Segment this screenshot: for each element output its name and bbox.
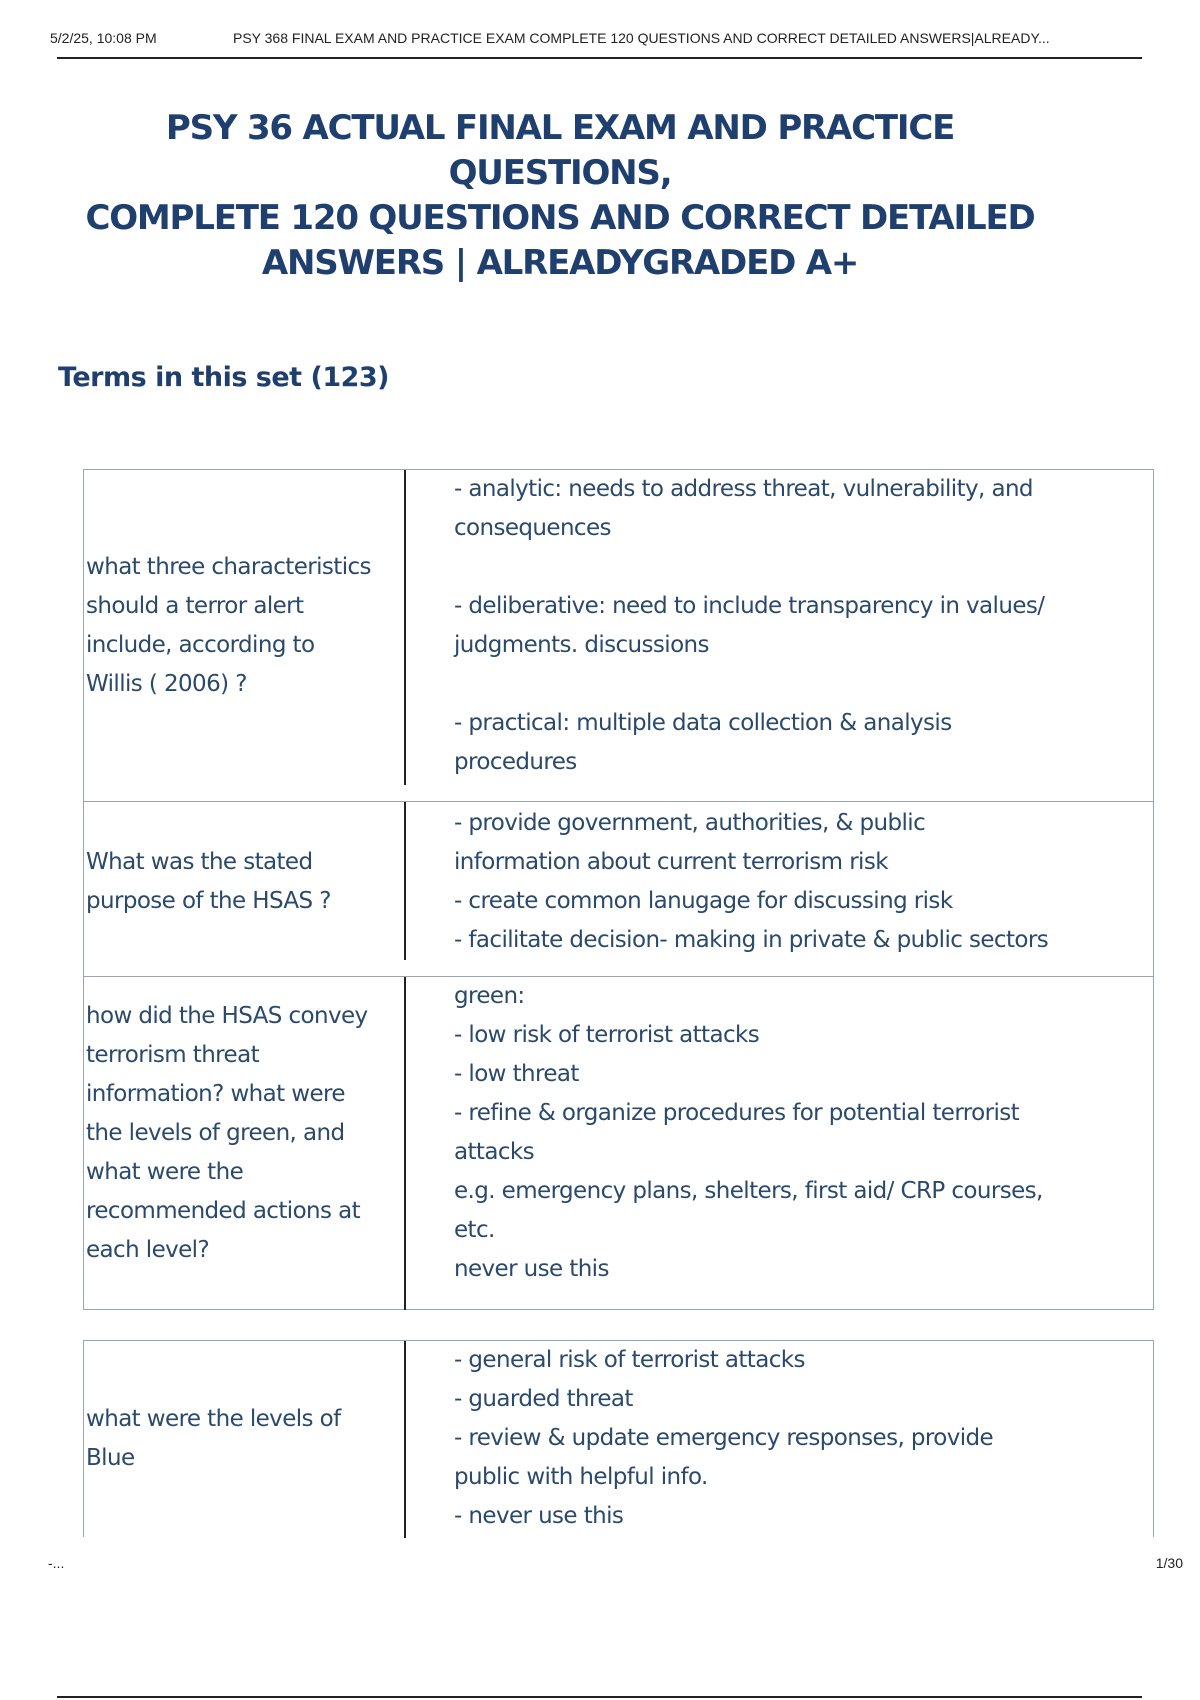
term-text: [86, 997, 386, 1270]
definition-line: - analytic: needs to address threat, vulnerability, and: [454, 476, 1033, 502]
term-card: [83, 1340, 1154, 1537]
card-divider: [404, 470, 406, 785]
page-number: 1/30: [1155, 1555, 1183, 1571]
definition-line: consequences: [454, 515, 611, 541]
term-line: each level?: [86, 1237, 210, 1263]
definition-line: green:: [454, 983, 525, 1009]
term-line: purpose of the HSAS ?: [86, 888, 331, 914]
title-line-2: COMPLETE 120 QUESTIONS AND CORRECT DETAILED: [85, 198, 1035, 238]
terms-heading: Terms in this set (123): [58, 362, 390, 393]
definition-line: - guarded threat: [454, 1386, 633, 1412]
next-page-rule: [57, 1696, 1142, 1698]
title-line-1: PSY 36 ACTUAL FINAL EXAM AND PRACTICE QUESTIONS,: [165, 108, 955, 193]
term-line: what were the levels of: [86, 1406, 341, 1432]
card-divider: [404, 1341, 406, 1538]
title-line-3: ANSWERS | ALREADYGRADED A+: [261, 243, 859, 283]
definition-line: never use this: [454, 1256, 609, 1282]
definition-line: - facilitate decision- making in private & public sectors: [454, 927, 1049, 953]
definition-line: - review & update emergency responses, provide: [454, 1425, 994, 1451]
definition-line: - provide government, authorities, & public: [454, 810, 926, 836]
term-text: [86, 1400, 386, 1478]
term-line: information? what were: [86, 1081, 345, 1107]
document-title: [60, 106, 1060, 286]
definition-line: - low risk of terrorist attacks: [454, 1022, 760, 1048]
term-line: include, according to: [86, 632, 315, 658]
term-line: Willis ( 2006) ?: [86, 671, 247, 697]
definition-line: public with helpful info.: [454, 1464, 708, 1490]
definition-line: information about current terrorism risk: [454, 849, 888, 875]
definition-line: - never use this: [454, 1503, 624, 1529]
definition-line: - deliberative: need to include transparency in values/: [454, 593, 1045, 619]
term-line: what three characteristics: [86, 554, 371, 580]
footer-url: -...: [48, 1555, 65, 1571]
definition-line: - low threat: [454, 1061, 579, 1087]
definition-line: - general risk of terrorist attacks: [454, 1347, 805, 1373]
definition-line: e.g. emergency plans, shelters, first aid/ CRP courses,: [454, 1178, 1043, 1204]
definition-text: [454, 977, 1134, 1289]
definition-line: - refine & organize procedures for potential terrorist: [454, 1100, 1020, 1126]
term-line: should a terror alert: [86, 593, 304, 619]
definition-line: procedures: [454, 749, 577, 775]
definition-line: etc.: [454, 1217, 495, 1243]
term-card: [83, 801, 1154, 977]
definition-line: judgments. discussions: [454, 632, 709, 658]
card-divider: [404, 977, 406, 1310]
term-line: terrorism threat: [86, 1042, 259, 1068]
definition-line: - practical: multiple data collection & analysis: [454, 710, 952, 736]
definition-text: [454, 804, 1134, 960]
definition-text: [454, 470, 1134, 782]
definition-line: attacks: [454, 1139, 534, 1165]
term-line: What was the stated: [86, 849, 313, 875]
term-card: [83, 976, 1154, 1310]
print-page-title: PSY 368 FINAL EXAM AND PRACTICE EXAM COMPLETE 120 QUESTIONS AND CORRECT DETAILED ANSWERS|ALREADY...: [233, 30, 1050, 46]
term-line: what were the: [86, 1159, 244, 1185]
term-line: the levels of green, and: [86, 1120, 345, 1146]
definition-text: [454, 1341, 1134, 1536]
definition-line: - create common lanugage for discussing risk: [454, 888, 953, 914]
term-line: recommended actions at: [86, 1198, 361, 1224]
term-line: Blue: [86, 1445, 135, 1471]
term-text: [86, 843, 386, 921]
header-rule: [57, 57, 1142, 59]
term-text: [86, 548, 386, 704]
card-divider: [404, 802, 406, 960]
print-date: 5/2/25, 10:08 PM: [50, 30, 157, 46]
term-card: [83, 469, 1154, 802]
term-line: how did the HSAS convey: [86, 1003, 368, 1029]
